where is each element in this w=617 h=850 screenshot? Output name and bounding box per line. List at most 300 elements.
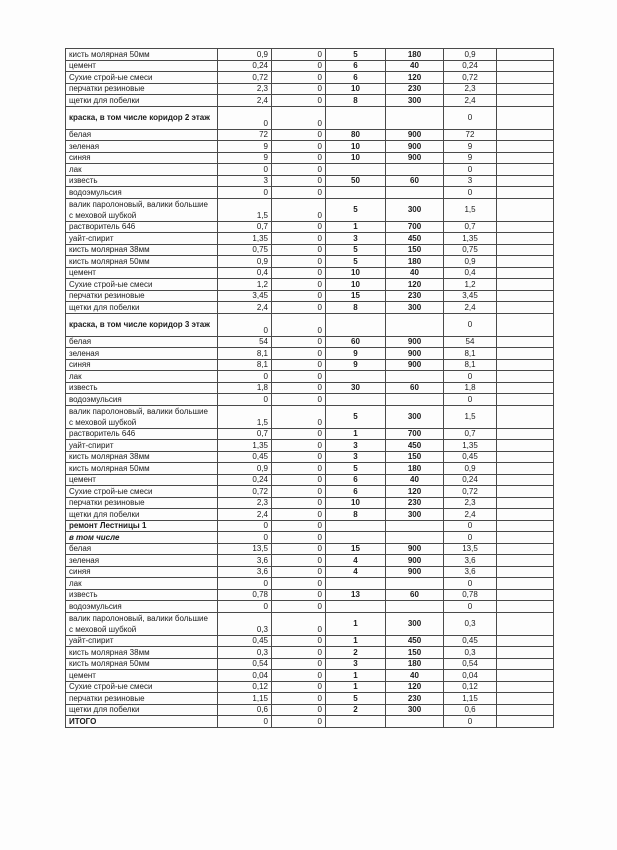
zero-cell: 0 <box>272 486 326 498</box>
zero-cell: 0 <box>272 72 326 84</box>
price-cell: 700 <box>386 221 444 233</box>
quantity-cell: 2 <box>326 647 386 659</box>
zero-cell: 0 <box>272 382 326 394</box>
zero-cell: 0 <box>272 198 326 221</box>
zero-cell: 0 <box>272 497 326 509</box>
empty-cell <box>497 244 554 256</box>
price-cell: 900 <box>386 141 444 153</box>
price-cell: 150 <box>386 244 444 256</box>
total-cell: 0,7 <box>444 428 497 440</box>
price-cell: 900 <box>386 543 444 555</box>
quantity-cell: 2 <box>326 704 386 716</box>
item-name-cell: водоэмульсия <box>66 394 218 406</box>
table-row <box>66 382 554 394</box>
quantity-cell: 5 <box>326 198 386 221</box>
amount-cell: 0 <box>218 313 272 336</box>
price-cell: 300 <box>386 612 444 635</box>
price-cell: 450 <box>386 233 444 245</box>
empty-cell <box>497 612 554 635</box>
zero-cell: 0 <box>272 129 326 141</box>
total-cell: 0,78 <box>444 589 497 601</box>
empty-cell <box>497 198 554 221</box>
empty-cell <box>497 290 554 302</box>
zero-cell: 0 <box>272 336 326 348</box>
amount-cell: 0,04 <box>218 670 272 682</box>
total-cell: 3,6 <box>444 555 497 567</box>
empty-cell <box>497 129 554 141</box>
price-cell: 450 <box>386 635 444 647</box>
item-name-cell: растворитель 646 <box>66 221 218 233</box>
price-cell <box>386 394 444 406</box>
item-name-cell: цемент <box>66 267 218 279</box>
total-cell: 0,7 <box>444 221 497 233</box>
item-name-cell: зеленая <box>66 555 218 567</box>
price-cell: 180 <box>386 658 444 670</box>
empty-cell <box>497 187 554 199</box>
table-row <box>66 106 554 129</box>
empty-cell <box>497 566 554 578</box>
empty-cell <box>497 221 554 233</box>
empty-cell <box>497 233 554 245</box>
amount-cell: 0,54 <box>218 658 272 670</box>
quantity-cell: 1 <box>326 635 386 647</box>
item-name-cell: кисть молярная 38мм <box>66 647 218 659</box>
total-cell: 2,4 <box>444 95 497 107</box>
empty-cell <box>497 532 554 544</box>
item-name-cell: кисть молярная 38мм <box>66 244 218 256</box>
amount-cell: 0 <box>218 520 272 532</box>
empty-cell <box>497 359 554 371</box>
quantity-cell: 60 <box>326 336 386 348</box>
empty-cell <box>497 670 554 682</box>
total-cell: 1,35 <box>444 233 497 245</box>
item-name-cell: кисть молярная 50мм <box>66 658 218 670</box>
quantity-cell: 5 <box>326 405 386 428</box>
empty-cell <box>497 647 554 659</box>
table-row <box>66 497 554 509</box>
quantity-cell: 5 <box>326 693 386 705</box>
table-row <box>66 256 554 268</box>
table-row <box>66 83 554 95</box>
total-cell: 0,3 <box>444 612 497 635</box>
price-cell: 60 <box>386 175 444 187</box>
total-cell: 1,5 <box>444 405 497 428</box>
quantity-cell <box>326 187 386 199</box>
item-name-cell: белая <box>66 129 218 141</box>
total-cell: 0 <box>444 106 497 129</box>
empty-cell <box>497 428 554 440</box>
item-name-cell: уайт-спирит <box>66 233 218 245</box>
quantity-cell: 5 <box>326 244 386 256</box>
total-cell: 0 <box>444 313 497 336</box>
price-cell: 900 <box>386 152 444 164</box>
quantity-cell: 10 <box>326 83 386 95</box>
amount-cell: 1,15 <box>218 693 272 705</box>
table-row <box>66 555 554 567</box>
quantity-cell: 15 <box>326 290 386 302</box>
price-cell: 900 <box>386 555 444 567</box>
total-cell: 0 <box>444 716 497 728</box>
total-cell: 13,5 <box>444 543 497 555</box>
item-name-cell: ремонт Лестницы 1 <box>66 520 218 532</box>
item-name-cell: известь <box>66 382 218 394</box>
zero-cell: 0 <box>272 175 326 187</box>
total-cell: 0,24 <box>444 474 497 486</box>
quantity-cell: 4 <box>326 566 386 578</box>
price-cell: 180 <box>386 256 444 268</box>
table-row <box>66 658 554 670</box>
price-cell: 40 <box>386 474 444 486</box>
empty-cell <box>497 405 554 428</box>
total-cell: 0,9 <box>444 256 497 268</box>
zero-cell: 0 <box>272 693 326 705</box>
price-cell: 900 <box>386 336 444 348</box>
amount-cell: 2,4 <box>218 95 272 107</box>
zero-cell: 0 <box>272 49 326 61</box>
table-row <box>66 394 554 406</box>
zero-cell: 0 <box>272 233 326 245</box>
amount-cell: 3,45 <box>218 290 272 302</box>
empty-cell <box>497 578 554 590</box>
amount-cell: 0,72 <box>218 72 272 84</box>
quantity-cell: 1 <box>326 681 386 693</box>
total-cell: 0 <box>444 164 497 176</box>
empty-cell <box>497 371 554 383</box>
total-cell: 9 <box>444 152 497 164</box>
total-cell: 8,1 <box>444 348 497 360</box>
item-name-cell: уайт-спирит <box>66 440 218 452</box>
item-name-cell: перчатки резиновые <box>66 83 218 95</box>
table-row <box>66 187 554 199</box>
zero-cell: 0 <box>272 141 326 153</box>
amount-cell: 0 <box>218 187 272 199</box>
quantity-cell: 5 <box>326 256 386 268</box>
item-name-cell: синяя <box>66 152 218 164</box>
empty-cell <box>497 60 554 72</box>
price-cell <box>386 164 444 176</box>
total-cell: 0 <box>444 578 497 590</box>
price-cell: 300 <box>386 405 444 428</box>
zero-cell: 0 <box>272 394 326 406</box>
amount-cell: 9 <box>218 141 272 153</box>
table-row <box>66 164 554 176</box>
zero-cell: 0 <box>272 635 326 647</box>
price-cell: 300 <box>386 198 444 221</box>
total-cell: 0,24 <box>444 60 497 72</box>
amount-cell: 0,3 <box>218 612 272 635</box>
amount-cell: 1,35 <box>218 440 272 452</box>
zero-cell: 0 <box>272 520 326 532</box>
price-cell: 900 <box>386 348 444 360</box>
price-cell: 150 <box>386 647 444 659</box>
zero-cell: 0 <box>272 313 326 336</box>
zero-cell: 0 <box>272 256 326 268</box>
zero-cell: 0 <box>272 555 326 567</box>
price-cell: 700 <box>386 428 444 440</box>
empty-cell <box>497 543 554 555</box>
empty-cell <box>497 164 554 176</box>
item-name-cell: Сухие строй-ые смеси <box>66 681 218 693</box>
quantity-cell <box>326 520 386 532</box>
table-row <box>66 428 554 440</box>
quantity-cell: 80 <box>326 129 386 141</box>
zero-cell: 0 <box>272 589 326 601</box>
item-name-cell: белая <box>66 336 218 348</box>
zero-cell: 0 <box>272 83 326 95</box>
item-name-cell: синяя <box>66 359 218 371</box>
amount-cell: 0,72 <box>218 486 272 498</box>
amount-cell: 0,6 <box>218 704 272 716</box>
zero-cell: 0 <box>272 578 326 590</box>
table-row <box>66 635 554 647</box>
total-cell: 0,75 <box>444 244 497 256</box>
total-cell: 3,45 <box>444 290 497 302</box>
zero-cell: 0 <box>272 440 326 452</box>
table-row <box>66 336 554 348</box>
item-name-cell: Сухие строй-ые смеси <box>66 279 218 291</box>
zero-cell: 0 <box>272 670 326 682</box>
item-name-cell: перчатки резиновые <box>66 497 218 509</box>
quantity-cell <box>326 578 386 590</box>
table-row <box>66 716 554 728</box>
amount-cell: 8,1 <box>218 359 272 371</box>
price-cell <box>386 716 444 728</box>
empty-cell <box>497 49 554 61</box>
materials-table <box>65 48 554 728</box>
price-cell: 120 <box>386 279 444 291</box>
amount-cell: 0 <box>218 394 272 406</box>
item-name-cell: синяя <box>66 566 218 578</box>
item-name-cell: щетки для побелки <box>66 509 218 521</box>
price-cell: 300 <box>386 704 444 716</box>
table-row <box>66 302 554 314</box>
zero-cell: 0 <box>272 474 326 486</box>
table-row <box>66 267 554 279</box>
quantity-cell: 8 <box>326 302 386 314</box>
total-cell: 2,4 <box>444 509 497 521</box>
total-cell: 0 <box>444 394 497 406</box>
item-name-cell: краска, в том числе коридор 3 этаж <box>66 313 218 336</box>
quantity-cell: 30 <box>326 382 386 394</box>
empty-cell <box>497 302 554 314</box>
quantity-cell: 6 <box>326 486 386 498</box>
empty-cell <box>497 693 554 705</box>
quantity-cell: 1 <box>326 428 386 440</box>
price-cell: 900 <box>386 129 444 141</box>
quantity-cell <box>326 394 386 406</box>
table-row <box>66 578 554 590</box>
zero-cell: 0 <box>272 279 326 291</box>
price-cell <box>386 578 444 590</box>
item-name-cell: валик паролоновый, валики большие с меховой шубкой <box>66 198 218 221</box>
amount-cell: 0,7 <box>218 428 272 440</box>
quantity-cell: 8 <box>326 509 386 521</box>
quantity-cell: 6 <box>326 474 386 486</box>
empty-cell <box>497 95 554 107</box>
table-row <box>66 221 554 233</box>
item-name-cell: лак <box>66 578 218 590</box>
item-name-cell: растворитель 646 <box>66 428 218 440</box>
zero-cell: 0 <box>272 348 326 360</box>
empty-cell <box>497 313 554 336</box>
amount-cell: 2,3 <box>218 497 272 509</box>
empty-cell <box>497 704 554 716</box>
total-cell: 2,4 <box>444 302 497 314</box>
table-row <box>66 233 554 245</box>
amount-cell: 0,9 <box>218 256 272 268</box>
amount-cell: 0,75 <box>218 244 272 256</box>
table-row <box>66 704 554 716</box>
table-row <box>66 290 554 302</box>
materials-table-body <box>66 49 554 728</box>
item-name-cell: Сухие строй-ые смеси <box>66 72 218 84</box>
empty-cell <box>497 267 554 279</box>
empty-cell <box>497 394 554 406</box>
empty-cell <box>497 451 554 463</box>
item-name-cell: известь <box>66 175 218 187</box>
empty-cell <box>497 175 554 187</box>
total-cell: 9 <box>444 141 497 153</box>
total-cell: 1,8 <box>444 382 497 394</box>
zero-cell: 0 <box>272 187 326 199</box>
empty-cell <box>497 348 554 360</box>
zero-cell: 0 <box>272 106 326 129</box>
item-name-cell: кисть молярная 38мм <box>66 451 218 463</box>
amount-cell: 72 <box>218 129 272 141</box>
quantity-cell: 4 <box>326 555 386 567</box>
zero-cell: 0 <box>272 463 326 475</box>
total-cell: 0 <box>444 532 497 544</box>
amount-cell: 13,5 <box>218 543 272 555</box>
table-row <box>66 141 554 153</box>
empty-cell <box>497 486 554 498</box>
zero-cell: 0 <box>272 244 326 256</box>
zero-cell: 0 <box>272 704 326 716</box>
item-name-cell: щетки для побелки <box>66 95 218 107</box>
item-name-cell: белая <box>66 543 218 555</box>
price-cell: 150 <box>386 451 444 463</box>
total-cell: 54 <box>444 336 497 348</box>
quantity-cell: 10 <box>326 152 386 164</box>
price-cell <box>386 520 444 532</box>
quantity-cell: 50 <box>326 175 386 187</box>
item-name-cell: перчатки резиновые <box>66 693 218 705</box>
table-row <box>66 681 554 693</box>
table-row <box>66 601 554 613</box>
table-row <box>66 152 554 164</box>
empty-cell <box>497 141 554 153</box>
quantity-cell: 3 <box>326 451 386 463</box>
amount-cell: 0 <box>218 716 272 728</box>
quantity-cell: 9 <box>326 348 386 360</box>
total-cell: 0,3 <box>444 647 497 659</box>
total-cell: 0,72 <box>444 72 497 84</box>
empty-cell <box>497 497 554 509</box>
zero-cell: 0 <box>272 658 326 670</box>
item-name-cell: цемент <box>66 670 218 682</box>
price-cell: 120 <box>386 681 444 693</box>
amount-cell: 0,24 <box>218 474 272 486</box>
empty-cell <box>497 279 554 291</box>
total-cell: 1,2 <box>444 279 497 291</box>
price-cell: 230 <box>386 290 444 302</box>
empty-cell <box>497 463 554 475</box>
amount-cell: 2,3 <box>218 83 272 95</box>
table-row <box>66 198 554 221</box>
item-name-cell: лак <box>66 164 218 176</box>
amount-cell: 0 <box>218 578 272 590</box>
total-cell: 0,4 <box>444 267 497 279</box>
total-cell: 0 <box>444 371 497 383</box>
table-row <box>66 589 554 601</box>
empty-cell <box>497 601 554 613</box>
total-cell: 2,3 <box>444 497 497 509</box>
total-cell: 8,1 <box>444 359 497 371</box>
item-name-cell: валик паролоновый, валики большие с меховой шубкой <box>66 612 218 635</box>
item-name-cell: известь <box>66 589 218 601</box>
quantity-cell: 9 <box>326 359 386 371</box>
table-row <box>66 693 554 705</box>
table-row <box>66 279 554 291</box>
total-cell: 1,5 <box>444 198 497 221</box>
zero-cell: 0 <box>272 371 326 383</box>
item-name-cell: валик паролоновый, валики большие с меховой шубкой <box>66 405 218 428</box>
quantity-cell: 1 <box>326 612 386 635</box>
price-cell: 40 <box>386 60 444 72</box>
table-row <box>66 313 554 336</box>
table-row <box>66 72 554 84</box>
empty-cell <box>497 589 554 601</box>
item-name-cell: цемент <box>66 474 218 486</box>
zero-cell: 0 <box>272 716 326 728</box>
price-cell <box>386 601 444 613</box>
quantity-cell: 3 <box>326 658 386 670</box>
amount-cell: 0,9 <box>218 49 272 61</box>
price-cell: 230 <box>386 83 444 95</box>
amount-cell: 1,35 <box>218 233 272 245</box>
amount-cell: 2,4 <box>218 509 272 521</box>
total-cell: 3,6 <box>444 566 497 578</box>
zero-cell: 0 <box>272 451 326 463</box>
price-cell: 230 <box>386 693 444 705</box>
amount-cell: 0 <box>218 106 272 129</box>
empty-cell <box>497 72 554 84</box>
total-cell: 0,45 <box>444 451 497 463</box>
quantity-cell: 3 <box>326 440 386 452</box>
amount-cell: 2,4 <box>218 302 272 314</box>
total-cell: 1,35 <box>444 440 497 452</box>
empty-cell <box>497 256 554 268</box>
item-name-cell: кисть молярная 50мм <box>66 463 218 475</box>
zero-cell: 0 <box>272 647 326 659</box>
total-cell: 0,04 <box>444 670 497 682</box>
zero-cell: 0 <box>272 359 326 371</box>
total-cell: 0,12 <box>444 681 497 693</box>
amount-cell: 9 <box>218 152 272 164</box>
quantity-cell: 10 <box>326 141 386 153</box>
amount-cell: 0 <box>218 601 272 613</box>
table-row <box>66 463 554 475</box>
empty-cell <box>497 336 554 348</box>
total-cell: 0,72 <box>444 486 497 498</box>
zero-cell: 0 <box>272 612 326 635</box>
total-cell: 0 <box>444 601 497 613</box>
table-row <box>66 612 554 635</box>
table-row <box>66 670 554 682</box>
amount-cell: 0,45 <box>218 635 272 647</box>
amount-cell: 8,1 <box>218 348 272 360</box>
table-row <box>66 405 554 428</box>
